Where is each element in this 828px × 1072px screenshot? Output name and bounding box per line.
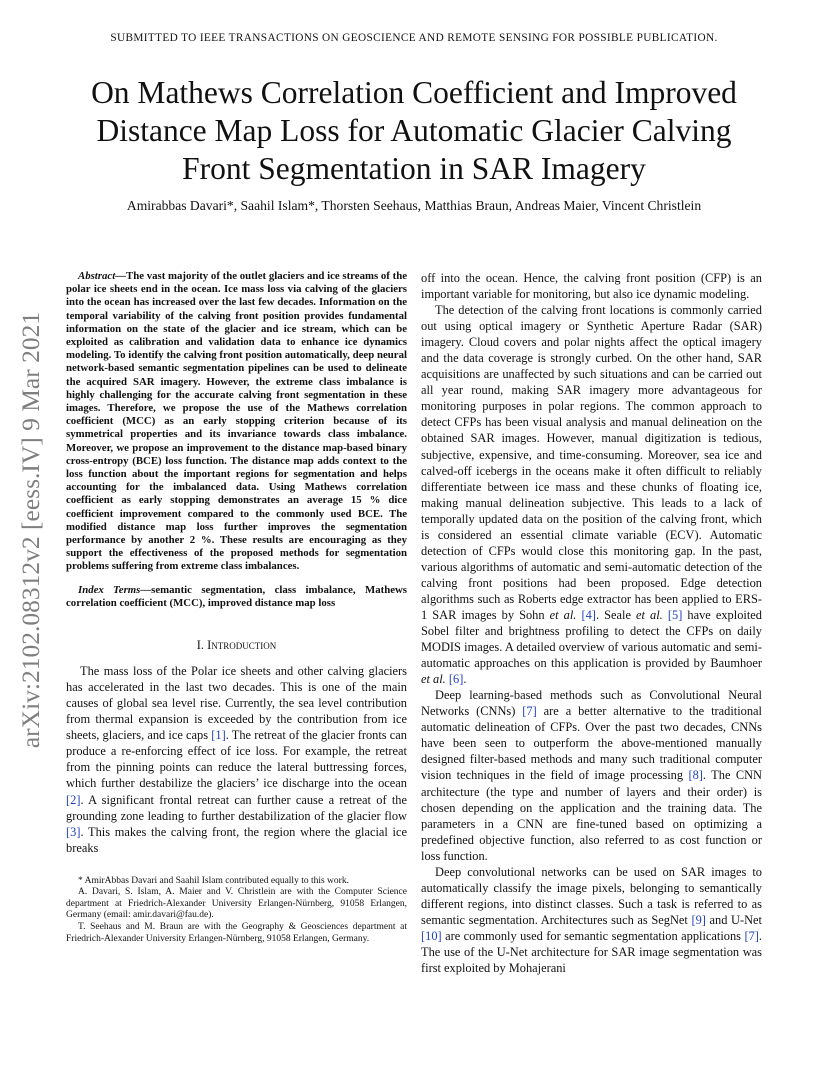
left-column (66, 270, 407, 945)
citation-link[interactable]: [7] (744, 928, 759, 943)
body-text: . The retreat of the glacier fronts can produce a re-enforcing effect of ice loss. For example, the retreat from the pinning points can reduce the lateral buttressing forces, which further destabilize the glaciers’ ice discharge into the ocean (66, 728, 407, 791)
paper-title (40, 74, 788, 188)
citation-link[interactable]: [8] (688, 768, 703, 783)
emphasis-text: et al. (636, 607, 663, 622)
index-terms-label: Index Terms— (78, 583, 152, 596)
right-column (421, 270, 762, 976)
citation-link[interactable]: [5] (667, 607, 683, 622)
body-text: The detection of the calving front locations is commonly carried out using optical imagery or Synthetic Aperture Radar (SAR) imagery. Cloud covers and polar nights affect the optical imagery and the data coverage is strongly curbed. On the other hand, SAR acquisitions are unaffected by such situations and can be carried out all year round, making SAR imagery more advantageous for monitoring purposes in polar regions. The common approach to detect CFPs has been visual analysis and manual delineation on the obtained SAR images. However, manual digitization is tedious, subjective, expensive, and time-consuming. Moreover, sea ice and calved-off icebergs in the oceans make it often difficult to reliably differentiate between ice mass and these chunks of floating ice, making manual delineation subjective. This leads to a lack of temporally updated data on the position of the calving front, which is considered an essential climate variable (ECV). Automatic detection of CFPs would close this monitoring gap. In the past, various algorithms of automatic and semi-automatic detection of the calving front positions had been proposed. Edge detection algorithms such as Roberts edge extractor has been applied to ERS-1 SAR images by Sohn (421, 303, 762, 622)
body-paragraph (421, 270, 762, 302)
body-text: . The use of the U-Net architecture for SAR image segmentation was first exploited by Mohajerani (421, 928, 762, 976)
citation-link[interactable]: [7] (522, 704, 537, 719)
abstract-text: The vast majority of the outlet glaciers and ice streams of the polar ice sheets end in the ocean. Ice mass loss via calving of the glaciers into the ocean has increased over the last few decades. Information on the temporal variability of the calving front position provides fundamental information on the state of the glacier and ice stream, which can be exploited as calibration and validation data to enhance ice dynamics modeling. To identify the calving front position automatically, deep neural network-based semantic segmentation pipelines can be used to delineate the acquired SAR imagery. However, the extreme class imbalance is highly challenging for the accurate calving front segmentation in these images. Therefore, we propose the use of the Mathews correlation coefficient (MCC) as an early stopping criterion because of its symmetrical properties and its invariance towards class imbalance. Moreover, we propose an improvement to the distance map-based binary cross-entropy (BCE) loss function. The distance map adds context to the loss function about the important regions for segmentation and helps accounting for the imbalanced data. Using Mathews correlation coefficient as early stopping demonstrates an average 15 % dice coefficient improvement compared to the commonly used BCE. The modified distance map loss further improves the segmentation performance by another 2 %. These results are encouraging as they support the effectiveness of the proposed methods for segmentation problems suffering from extreme class imbalances. (66, 270, 407, 573)
footnote: T. Seehaus and M. Braun are with the Geography & Geosciences department at Friedrich-Alexander University Erlangen-Nürnberg, 91058 Erlangen, Germany. (66, 922, 407, 944)
title-line: Distance Map Loss for Automatic Glacier Calving (96, 113, 732, 148)
abstract (66, 270, 407, 574)
abstract-label: Abstract— (78, 270, 126, 282)
body-text: Deep learning-based methods such as Convolutional Neural Networks (CNNs) (421, 688, 762, 719)
footnote: A. Davari, S. Islam, A. Maier and V. Christlein are with the Computer Science department at Friedrich-Alexander University Erlangen-Nürnberg, 91058 Erlangen, Germany (email: amir.davari@fau.de). (66, 887, 407, 921)
title-line: On Mathews Correlation Coefficient and Improved (91, 75, 737, 110)
citation-link[interactable]: [4] (581, 607, 596, 622)
body-text: . (463, 672, 467, 687)
citation-link[interactable]: [10] (421, 928, 442, 943)
section-number: I. (196, 638, 208, 653)
body-text: are a better alternative to the traditional automatic delineation of CFPs. Over the past two decades, CNNs have been seen to outperform the above-mentioned manually designed filter-based methods and many such traditional computer vision techniques in the field of image processing (421, 704, 763, 783)
body-text: Deep convolutional networks can be used on SAR images to automatically classify the image pixels, belonging to semantically different regions, into distinct classes. Such a task is referred to as semantic segmentation. Architectures such as SegNet (421, 864, 762, 927)
body-paragraph (421, 864, 762, 976)
footnote: * AmirAbbas Davari and Saahil Islam contributed equally to this work. (78, 875, 349, 886)
body-text: The mass loss of the Polar ice sheets and other calving glaciers has accelerated in the last two decades. This is one of the main causes of global sea level rise. Currently, the sea level contribution from thermal expansion is exceeded by the contribution from ice sheets, glaciers, and ice caps (66, 664, 407, 743)
index-terms (66, 584, 407, 610)
emphasis-text: et al. (549, 607, 577, 622)
citation-link[interactable]: [6] (448, 672, 464, 687)
arxiv-stamp (7, 290, 55, 770)
body-text: . This makes the calving front, the region where the glacial ice breaks (66, 824, 407, 855)
body-paragraph (421, 302, 762, 687)
section-heading (66, 637, 407, 653)
body-text: have exploited Sobel filter and brightness profiling to detect the CFPs on daily MODIS images. A detailed overview of various automatic and semi-automatic approaches on this application is provided by Baumhoer (421, 607, 762, 671)
body-text: are commonly used for semantic segmentation applications (441, 928, 745, 943)
footnotes (66, 876, 407, 946)
body-text: . The CNN architecture (the type and number of layers and their order) is chosen depending on the application and the training data. The parameters in a CNN are fine-tuned based on optimizing a predefined objective function, also referred to as cost function or loss function. (421, 768, 762, 863)
body-paragraph (421, 687, 762, 864)
emphasis-text: et al. (421, 672, 446, 687)
body-text: off into the ocean. Hence, the calving front position (CFP) is an important variable for monitoring, but also ice dynamic modeling. (421, 271, 762, 302)
body-text: . Seale (595, 607, 637, 622)
title-line: Front Segmentation in SAR Imagery (182, 151, 646, 186)
arxiv-identifier: arXiv:2102.08312v2 [eess.IV] 9 Mar 2021 (16, 311, 46, 749)
running-head: SUBMITTED TO IEEE TRANSACTIONS ON GEOSCIENCE AND REMOTE SENSING FOR POSSIBLE PUBLICATION. (110, 32, 718, 44)
section-title: Introduction (207, 638, 277, 653)
author-list: Amirabbas Davari*, Saahil Islam*, Thorsten Seehaus, Matthias Braun, Andreas Maier, Vincent Christlein (126, 198, 702, 213)
citation-link[interactable]: [3] (66, 824, 81, 839)
citation-link[interactable]: [2] (66, 792, 81, 807)
intro-paragraph (66, 663, 407, 856)
body-text: . A significant frontal retreat can further cause a retreat of the grounding zone leading to further destabilization of the glacier flow (66, 792, 407, 823)
citation-link[interactable]: [9] (691, 912, 706, 927)
body-text: and U-Net (705, 912, 762, 927)
index-terms-text: semantic segmentation, class imbalance, Mathews correlation coefficient (MCC), improved distance map loss (66, 583, 407, 609)
citation-link[interactable]: [1] (211, 728, 226, 743)
